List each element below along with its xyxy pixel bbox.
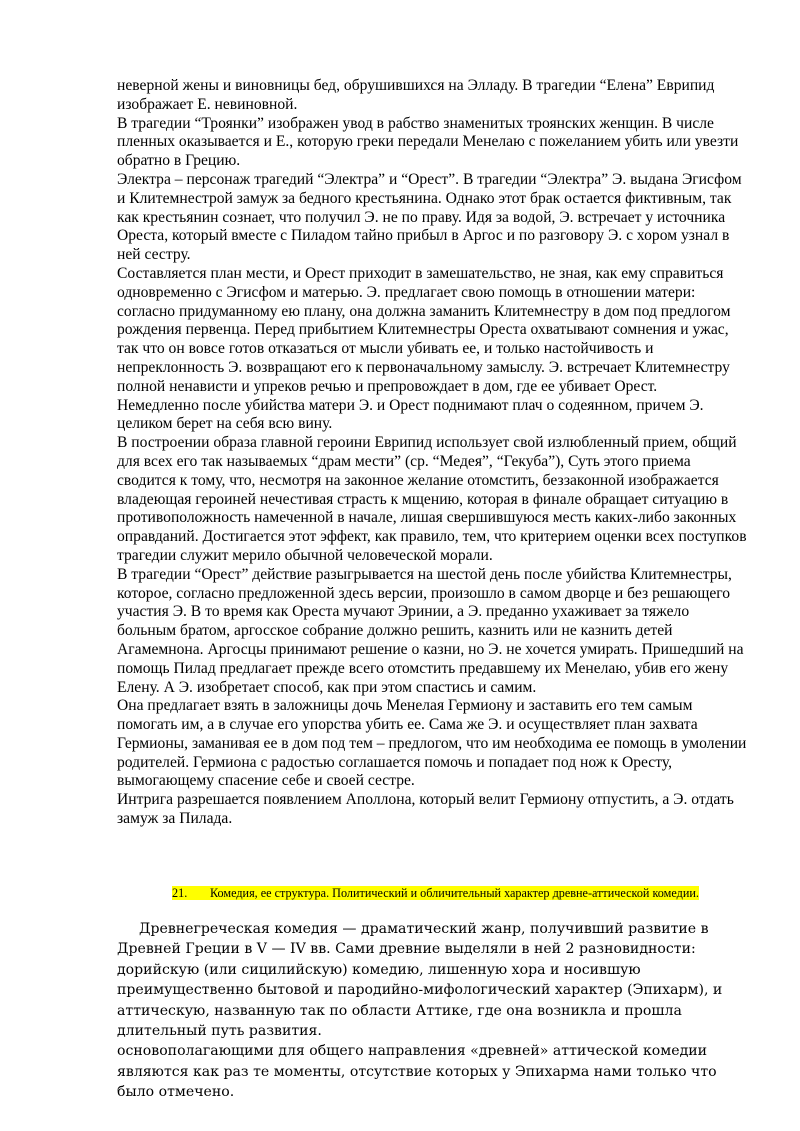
- paragraph: В построении образа главной героини Еврипид использует свой излюбленный прием, общий для всех его так называемых “драм мести” (ср. “Медея”, “Гекуба”), Суть этого приема сводится к тому, что, несмотря на законное желание отомстить, беззаконной изображается владеющая героиней нечестивая страсть к мщению, которая в финале обращает ситуацию в противоположность намеченной в начале, лишая свершившуюся месть каких-либо законных оправданий. Достигается этот эффект, как правило, тем, что критерием оценки всех поступков трагедии служит мерило обычной человеческой морали.: [117, 434, 747, 564]
- paragraph: Электра – персонаж трагедий “Электра” и “Орест”. В трагедии “Электра” Э. выдана Эгисфом и Клитемнестрой замуж за бедного крестьянина. Однако этот брак остается фиктивным, так как крестьянин сознает, что получил Э. не по праву. Идя за водой, Э. встречает у источника Ореста, который вместе с Пиладом тайно прибыл в Аргос и по разговору Э. с хором узнал в ней сестру.: [117, 170, 742, 264]
- section-body: [117, 919, 757, 1103]
- body-text: [117, 77, 747, 829]
- paragraph: Составляется план мести, и Орест приходит в замешательство, не зная, как ему справиться одновременно с Эгисфом и матерью. Э. предлагает свою помощь в отношении матери: согласно придуманному ею плану, она должна заманить Клитемнестру в дом под предлогом рождения первенца. Перед прибытием Клитемнестры Ореста охватывают сомнения и ужас, так что он вовсе готов отказаться от мысли убивать ее, и только настойчивость и непреклонность Э. возвращают его к первоначальному замыслу. Э. встречает Клитемнестру полной ненависти и упреков речью и препровождает в дом, где ее убивает Орест.: [117, 264, 731, 395]
- section-title: Комедия, ее структура. Политический и обличительный характер древне-аттической комедии.: [210, 886, 699, 900]
- paragraph: Интрига разрешается появлением Аполлона, который велит Гермиону отпустить, а Э. отдать замуж за Пилада.: [117, 791, 734, 828]
- paragraph: Немедленно после убийства матери Э. и Орест поднимают плач о содеянном, причем Э. целиком берет на себя всю вину.: [117, 396, 704, 433]
- section-heading-highlight: [172, 886, 699, 900]
- paragraph: основополагающими для общего направления «древней» аттической комедии являются как раз те моменты, отсутствие которых у Эпихарма нами только что было отмечено.: [117, 1043, 717, 1101]
- paragraph: Древнегреческая комедия — драматический жанр, получивший развитие в Древней Греции в V — IV вв. Сами древние выделяли в ней 2 разновидности: дорийскую (или сицилийскую) комедию, лишенную хора и носившую преимущественно бытовой и пародийно-мифологический характер (Эпихарм), и аттическую, названную так по области Аттике, где она возникла и прошла длительный путь развития.: [117, 921, 723, 1040]
- paragraph: неверной жены и виновницы бед, обрушившихся на Элладу. В трагедии “Елена” Еврипид изображает Е. невиновной.: [117, 77, 715, 113]
- paragraph: В трагедии “Орест” действие разыгрывается на шестой день после убийства Клитемнестры, которое, согласно предложенной здесь версии, произошло в самом дворце и без решающего участия Э. В то время как Ореста мучают Эринии, а Э. преданно ухаживает за тяжело больным братом, аргосское собрание должно решить, казнить или не казнить детей Агамемнона. Аргосцы принимают решение о казни, но Э. не хочется умирать. Пришедший на помощь Пилад предлагает прежде всего отомстить предавшему их Менелаю, убив его жену Елену. А Э. изобретает способ, как при этом спастись и самим.: [117, 565, 744, 696]
- paragraph: Она предлагает взять в заложницы дочь Менелая Гермиону и заставить его тем самым помогать им, а в случае его упорства убить ее. Сама же Э. и осуществляет план захвата Гермионы, заманивая ее в дом под тем – предлогом, что им необходима ее помощь в умолении родителей. Гермиона с радостью соглашается помочь и попадает под нож к Оресту, вымогающему спасение себе и своей сестре.: [117, 697, 747, 790]
- section-number: 21.: [172, 886, 188, 900]
- paragraph: В трагедии “Троянки” изображен увод в рабство знаменитых троянских женщин. В числе пленных оказывается и Е., которую греки передали Менелаю с пожеланием убить или увезти обратно в Грецию.: [117, 114, 739, 170]
- section-heading: [172, 886, 744, 902]
